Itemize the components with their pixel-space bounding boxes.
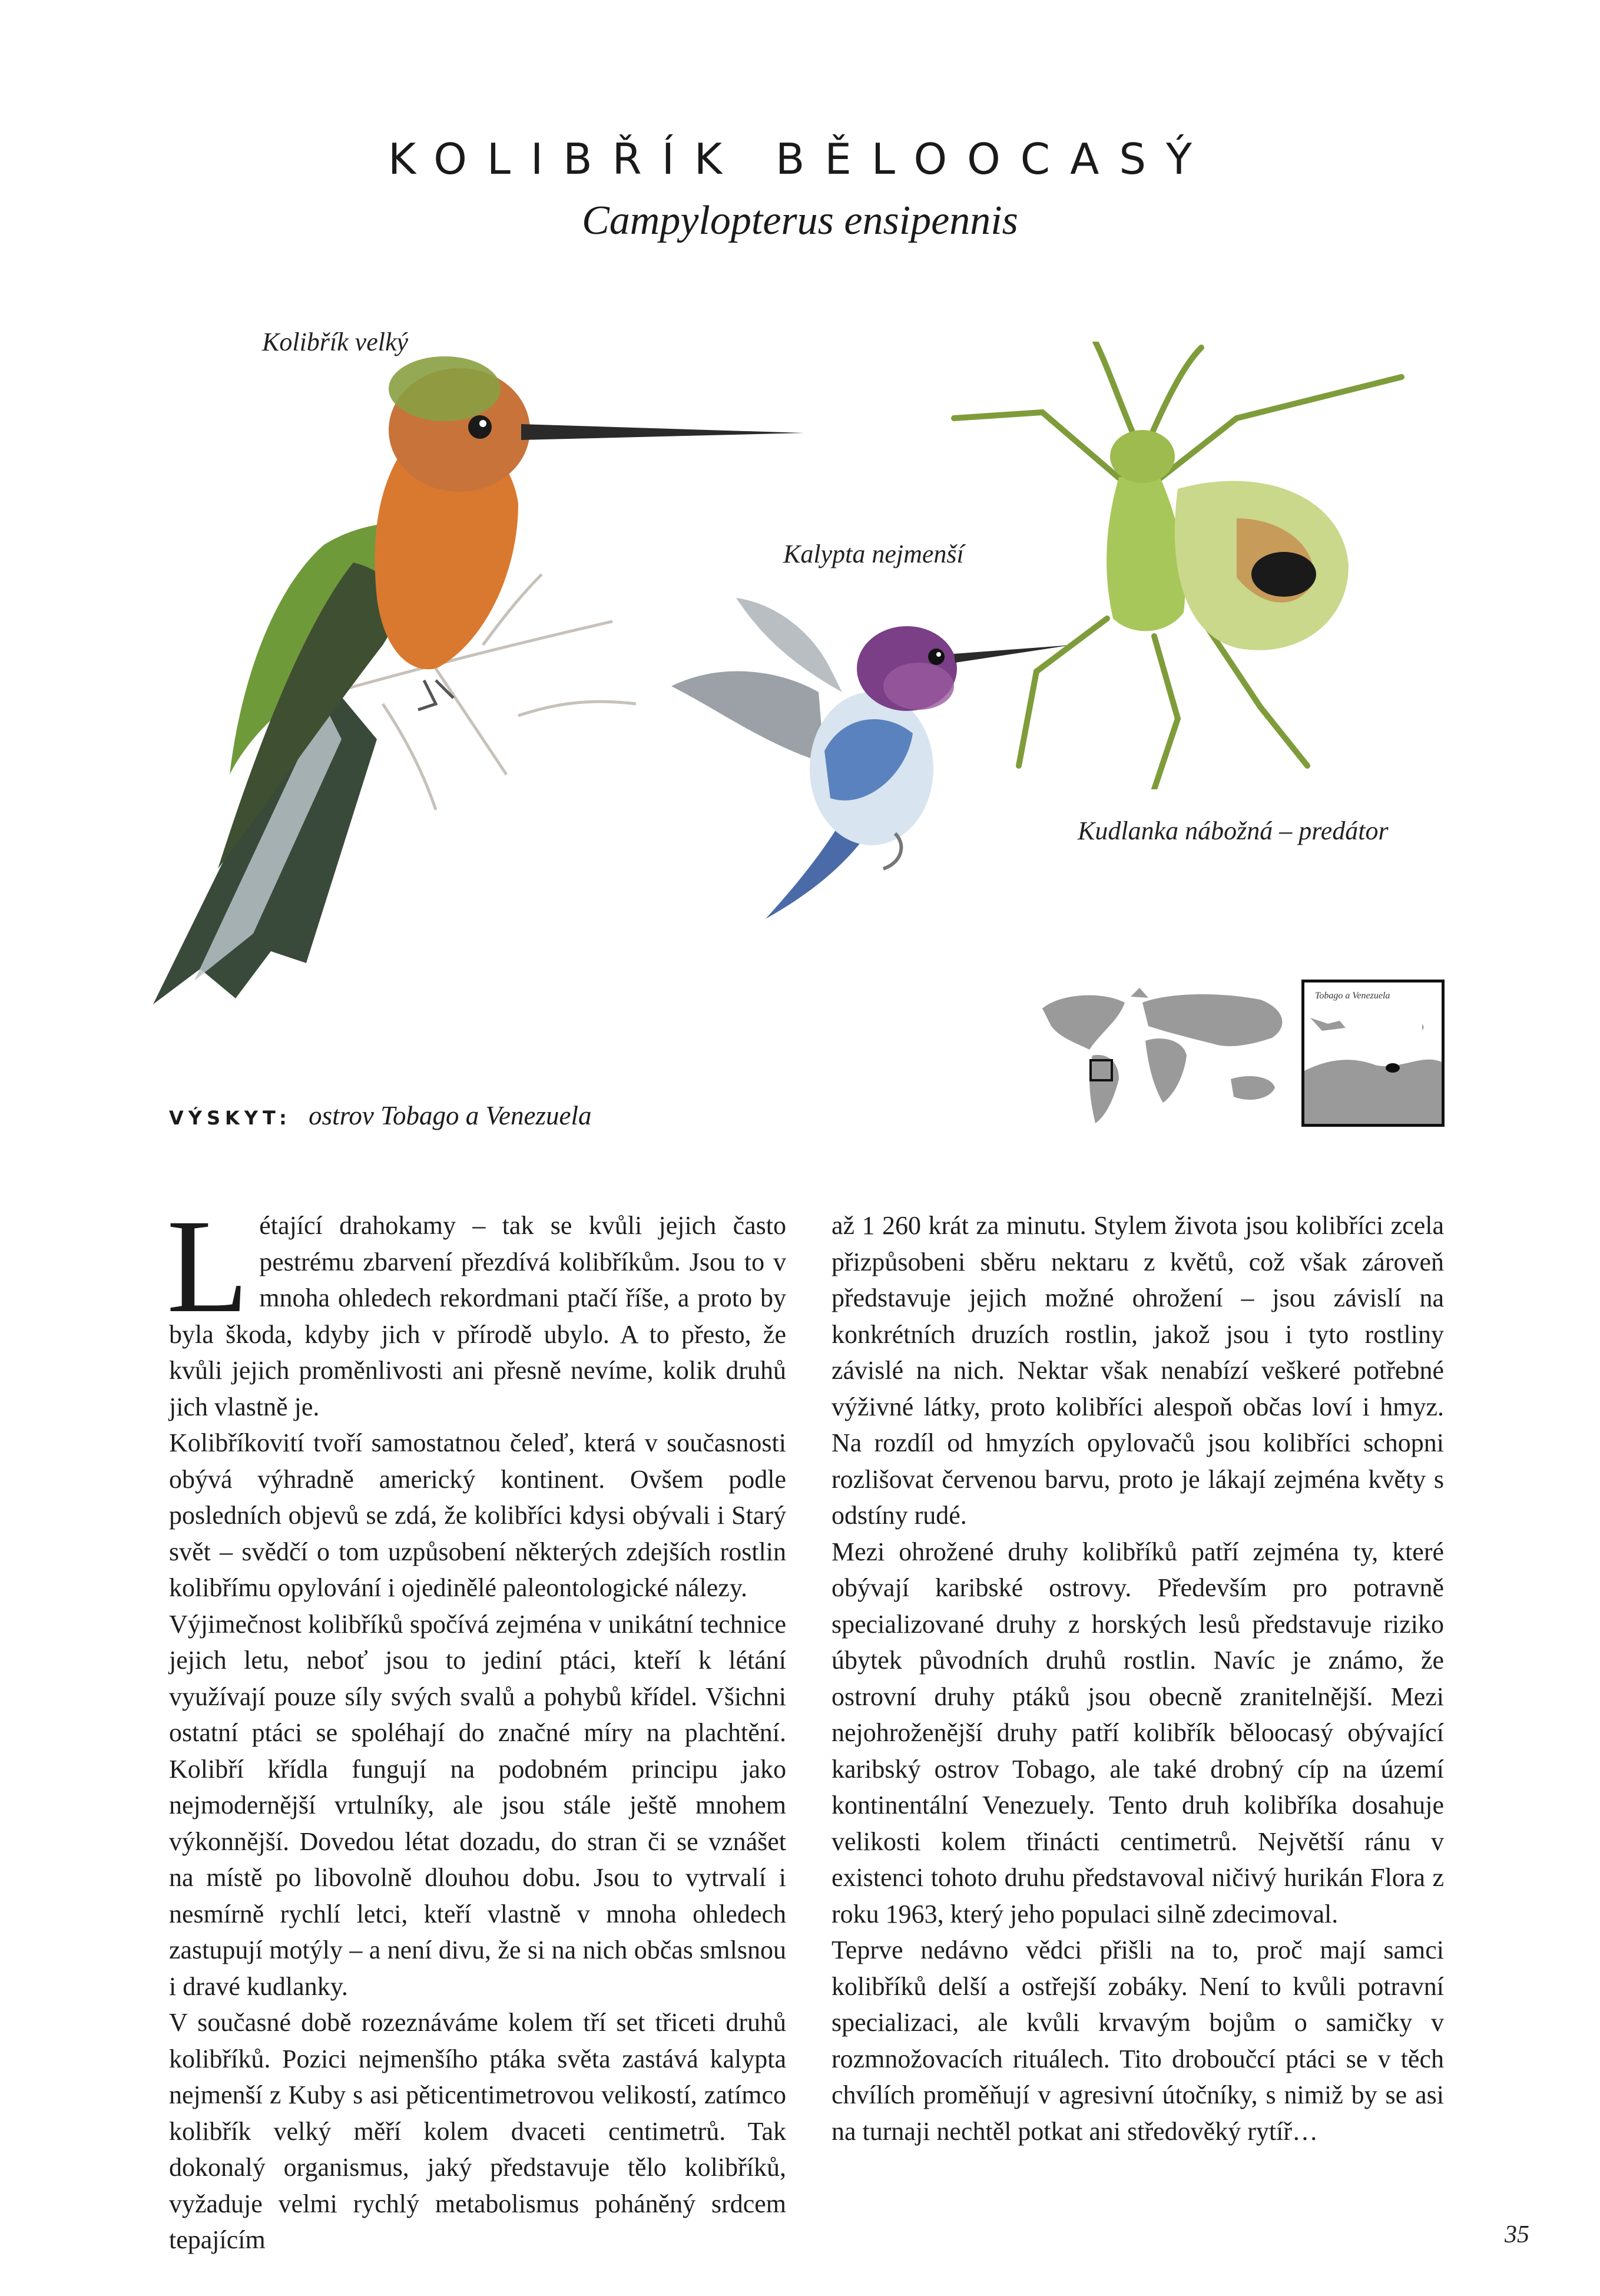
latin-name: Campylopterus ensipennis	[582, 198, 1018, 243]
occurrence-label: VÝSKYT:	[169, 1107, 291, 1129]
paragraph: až 1 260 krát za minutu. Stylem života jsou kolibříci zcela přizpůsobeni sběru nektaru z květů, což však zároveň představuje jejich možné ohrožení – jsou závislí na konkrétních druzích rostlin, jakož jsou i tyto rostliny závislé na nich. Nektar však nenabízí veškeré potřebné výživné látky, proto kolibříci alespoň občas loví i hmyz. Na rozdíl od hmyzích opylovačů jsou kolibříci schopni rozlišovat červenou barvu, proto je lákají zejména květy s odstíny rudé.	[832, 1211, 1444, 1530]
occurrence-line	[169, 1100, 592, 1131]
paragraph-text: étající drahokamy – tak se kvůli jejich často pestrému zbarvení přezdívá kolibříkům. Jsou to v mnoha ohledech rekordmani ptačí říše, a proto by byla škoda, kdyby jich v přírodě ubylo. A to přesto, že kvůli jejich proměnlivosti ani přesně nevíme, kolik druhů jich vlastně je.	[169, 1211, 786, 1421]
drop-cap: L	[167, 1192, 249, 1341]
caption-mantis: Kudlanka nábožná – predátor	[1078, 816, 1389, 845]
paragraph: Výjimečnost kolibříků spočívá zejména v unikátní technice jejich letu, neboť jsou to jediní ptáci, kteří k létání využívají pouze síly svých svalů a pohybů křídel. Všichni ostatní ptáci se spoléhají do značné míry na plachtění. Kolibří křídla fungují na podobném principu jako nejmodernější vrtulníky, ale jsou stále ještě mnohem výkonnější. Dovedou létat dozadu, do stran či se vznášet na místě po libovolně dlouhou dobu. Jsou to vytrvalí i nesmírně rychlí letci, kteří vlastně v mnoha ohledech zastupují motýly – a není divu, že si na nich občas smlsnou i dravé kudlanky.	[169, 1609, 786, 2001]
paragraph: Kolibříkovití tvoří samostatnou čeleď, která v současnosti obývá výhradně americký kontinent. Ovšem podle posledních objevů se zdá, že kolibříci kdysi obývali i Starý svět – svědčí o tom uzpůsobení některých zdejších rostlin kolibřímu opylování i ojedinělé paleontologické nálezy.	[169, 1428, 786, 1602]
mantis-illustration	[930, 342, 1419, 789]
text-column-left	[167, 1192, 786, 2258]
paragraph: V současné době rozeznáváme kolem tří set třiceti druhů kolibříků. Pozici nejmenšího ptáka světa zastává kalypta nejmenší z Kuby s asi pěticentimetrovou velikostí, zatímco kolibřík velký měří kolem dvaceti centimetrů. Tak dokonalý organismus, jaký představuje tělo kolibříků, vyžaduje velmi rychlý metabolismus poháněný srdcem tepajícím	[169, 2008, 786, 2254]
caption-great-hummingbird: Kolibřík velký	[262, 327, 409, 356]
inset-map-label: Tobago a Venezuela	[1315, 991, 1390, 1001]
text-column-right	[832, 1207, 1444, 2149]
occurrence-value: ostrov Tobago a Venezuela	[309, 1101, 592, 1130]
paragraph	[167, 1192, 786, 1425]
page-number: 35	[1505, 2221, 1529, 2248]
paragraph: Mezi ohrožené druhy kolibříků patří zejména ty, které obývají karibské ostrovy. Především pro potravně specializované druhy z horských lesů představuje riziko úbytek původních druhů rostlin. Navíc je známo, že ostrovní druhy ptáků jsou obecně zranitelnější. Mezi nejohroženější druhy patří kolibřík běloocasý obývající karibský ostrov Tobago, ale také drobný cíp na území kontinentální Venezuely. Tento druh kolibříka dosahuje velikosti kolem třinácti centimetrů. Největší ránu v existenci tohoto druhu představoval ničivý hurikán Flora z roku 1963, který jeho populaci silně zdecimoval.	[832, 1537, 1444, 1928]
paragraph: Teprve nedávno vědci přišli na to, proč mají samci kolibříků delší a ostřejší zobáky. Není to kvůli potravní specializaci, ale kvůli krvavým bojům o samičky v rozmnožovacích rituálech. Tito droboučcí ptáci se v těch chvílích proměňují v agresivní útočníky, s nimiž by se asi na turnaji nechtěl potkat ani středověký rytíř…	[832, 1936, 1444, 2146]
page-title: KOLIBŘÍK BĚLOOCASÝ	[387, 134, 1213, 184]
inset-map	[1301, 980, 1445, 1127]
world-map	[1036, 985, 1296, 1126]
inset-map-shapes	[1304, 982, 1442, 1124]
caption-bee-hummingbird: Kalypta nejmenší	[783, 540, 964, 568]
